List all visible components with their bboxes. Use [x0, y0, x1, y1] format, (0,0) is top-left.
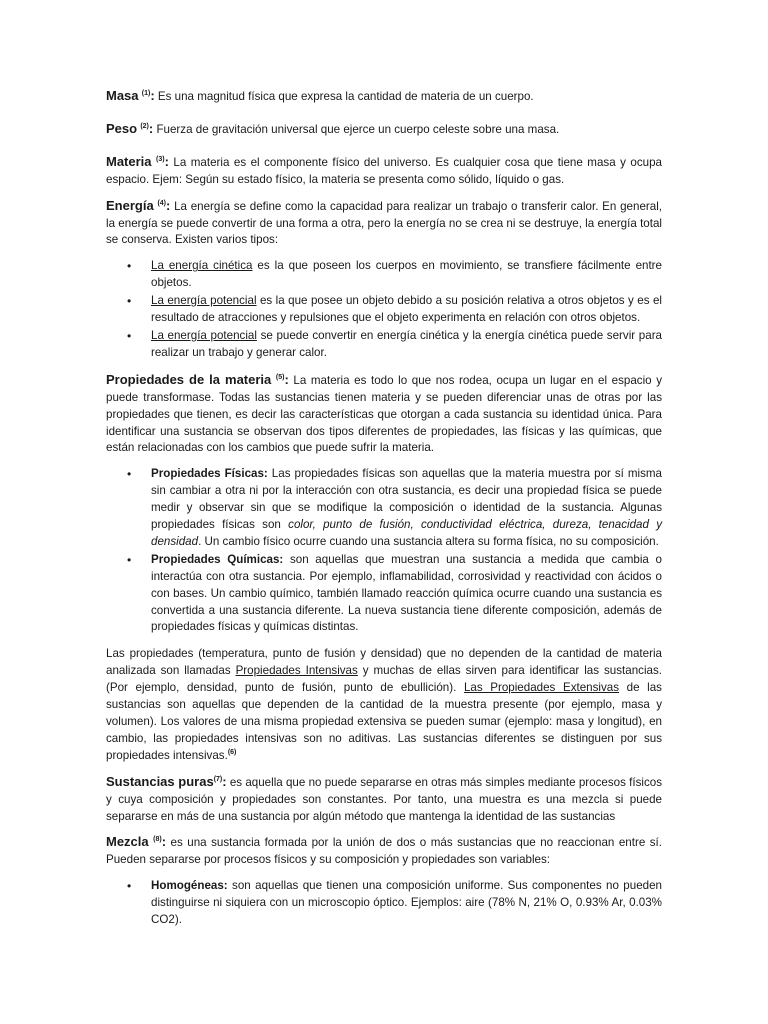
bold-label: Propiedades Físicas:	[151, 467, 268, 481]
underlined-term: Las Propiedades Extensivas	[463, 681, 620, 695]
term-materia: Materia	[106, 153, 152, 169]
footnote-ref: (8)	[153, 836, 162, 844]
definition-text: La energía se define como la capacidad para realizar un trabajo o transferir calor. En general, la energía se puede convertir de una forma a otra, pero la energía no se crea ni se destruye, la energía total se conserva. Existen varios tipos:	[106, 199, 662, 247]
paragraph-text: de las sustancias son aquellas que dependen de la cantidad de la muestra presente (por ejemplo, masa y volumen). Los valores de una misma propiedad extensiva se pueden sumar (ejemplo: masa y longitud), en cambio, las propiedades intensivas son no aditivas. Las sustancias diferentes se distinguen por sus propiedades intensivas.	[106, 681, 662, 762]
term-sustancias: Sustancias puras	[106, 773, 214, 789]
propiedades-list	[106, 466, 662, 636]
underlined-term: La energía potencial	[151, 294, 257, 308]
definition-text: es una sustancia formada por la unión de dos o más sustancias que no reaccionan entre sí. Pueden separarse por procesos físicos y su composición y propiedades son variables:	[106, 836, 662, 867]
footnote-ref: (7)	[213, 775, 223, 783]
definition-text: La materia es el componente físico del universo. Es cualquier cosa que tiene masa y ocupa espacio. Ejem: Según su estado físico, la materia se presenta como sólido, líquido o gas.	[106, 155, 662, 186]
term-mezcla: Mezcla	[106, 834, 149, 850]
energia-types-list	[106, 258, 662, 361]
mezcla-definition	[106, 834, 662, 869]
list-item	[127, 878, 662, 929]
list-item	[127, 258, 662, 292]
list-item	[127, 552, 662, 637]
bullet-icon: •	[127, 552, 132, 567]
list-item	[127, 293, 662, 327]
materia-definition	[106, 154, 662, 189]
definition-text: es aquella que no puede separarse en otras más simples mediante procesos físicos y cuya composición y propiedades son constantes. Por tanto, una muestra es una mezcla si puede separarse en más de una sustancia por algún método que mantenga la identidad de las sustancias	[106, 775, 662, 823]
list-item-text: es la que posee un objeto debido a su posición relativa a otros objetos y es el resultado de atracciones y repulsiones que el objeto experimenta en relación con otros objetos.	[151, 294, 662, 325]
term-peso: Peso	[106, 120, 138, 136]
list-item-text: es la que poseen los cuerpos en movimiento, se transfiere fácilmente entre objetos.	[151, 259, 662, 290]
mezcla-list	[106, 878, 662, 929]
colon: :	[284, 371, 289, 387]
bullet-icon: •	[127, 259, 132, 274]
paragraph-text: Las propiedades (temperatura, punto de fusión y densidad) que no dependen de la cantidad de materia analizada son llamadas	[106, 647, 662, 678]
definition-text: Fuerza de gravitación universal que ejerce un cuerpo celeste sobre una masa.	[153, 122, 560, 136]
peso-definition	[106, 121, 662, 139]
colon: :	[164, 153, 169, 169]
bullet-icon: •	[127, 467, 132, 482]
bold-label: Propiedades Químicas:	[151, 552, 284, 566]
colon: :	[166, 197, 171, 213]
footnote-ref: (6)	[227, 748, 237, 756]
definition-text: Es una magnitud física que expresa la cantidad de materia de un cuerpo.	[154, 90, 534, 103]
list-item-text: son aquellas que muestran una sustancia a medida que cambia o interactúa con otra sustancia. Por ejemplo, inflamabilidad, corrosividad y reactividad con ácidos o con bases. Un cambio químico, también llamado reacción química ocurre cuando una sustancia es convertida a una sustancia diferente. La nueva sustancia tiene diferente composición, además de propiedades físicas y químicas distintas.	[151, 552, 662, 634]
term-propiedades: Propiedades de la materia	[106, 371, 272, 387]
masa-definition	[106, 88, 662, 106]
footnote-ref: (1)	[141, 90, 151, 98]
sustancias-definition	[106, 774, 662, 826]
paragraph-text: y muchas de ellas sirven para identificar las sustancias. (Por ejemplo, densidad, punto de fusión, punto de ebullición).	[106, 664, 662, 695]
list-item-text: Las propiedades físicas son aquellas que la materia muestra por sí misma sin cambiar a otra ni por la interacción con otra sustancia, es decir una propiedad física se puede medir y observar sin que se modifique la composición o identidad de la sustancia. Algunas propiedades físicas son	[151, 467, 663, 532]
colon: :	[148, 120, 154, 136]
intensivas-paragraph	[106, 646, 662, 764]
list-item	[127, 328, 662, 362]
footnote-ref: (2)	[140, 123, 149, 131]
colon: :	[222, 773, 227, 789]
underlined-term: La energía potencial	[151, 328, 257, 342]
list-item-text: . Un cambio físico ocurre cuando una sustancia altera su forma física, no su composición.	[198, 534, 659, 548]
footnote-ref: (4)	[157, 199, 166, 207]
list-item	[127, 466, 663, 551]
colon: :	[161, 834, 167, 850]
underlined-term: Propiedades Intensivas	[235, 664, 358, 678]
definition-text: La materia es todo lo que nos rodea, ocupa un lugar en el espacio y puede transformase. Todas las sustancias tienen materia y se pueden diferenciar unas de otras por las propiedades que tienen, es decir las características que otorgan a cada sustancia su identidad única. Para identificar una sustancia se observan dos tipos diferentes de propiedades, las físicas y las químicas, que están relacionadas con los cambios que puede sufrir la materia.	[106, 373, 662, 455]
bullet-icon: •	[127, 879, 132, 894]
term-energia: Energía	[106, 197, 154, 213]
term-masa: Masa	[106, 88, 139, 103]
propiedades-definition	[106, 372, 662, 458]
bullet-icon: •	[127, 328, 132, 343]
energia-definition	[106, 198, 662, 250]
footnote-ref: (3)	[156, 155, 165, 163]
colon: :	[150, 88, 155, 103]
italic-examples: color, punto de fusión, conductividad eléctrica, dureza, tenacidad y densidad	[151, 518, 662, 548]
list-item-text: son aquellas que tienen una composición uniforme. Sus componentes no pueden distinguirse ni siquiera con un microscopio óptico. Ejemplos: aire (78% N, 21% O, 0.93% Ar, 0.03% CO2).	[151, 879, 662, 927]
footnote-ref: (5)	[275, 373, 285, 381]
list-item-text: se puede convertir en energía cinética y la energía cinética puede servir para realizar un trabajo y generar calor.	[151, 328, 662, 359]
bullet-icon: •	[127, 294, 132, 309]
underlined-term: La energía cinética	[151, 259, 253, 273]
bold-label: Homogéneas:	[151, 879, 228, 893]
